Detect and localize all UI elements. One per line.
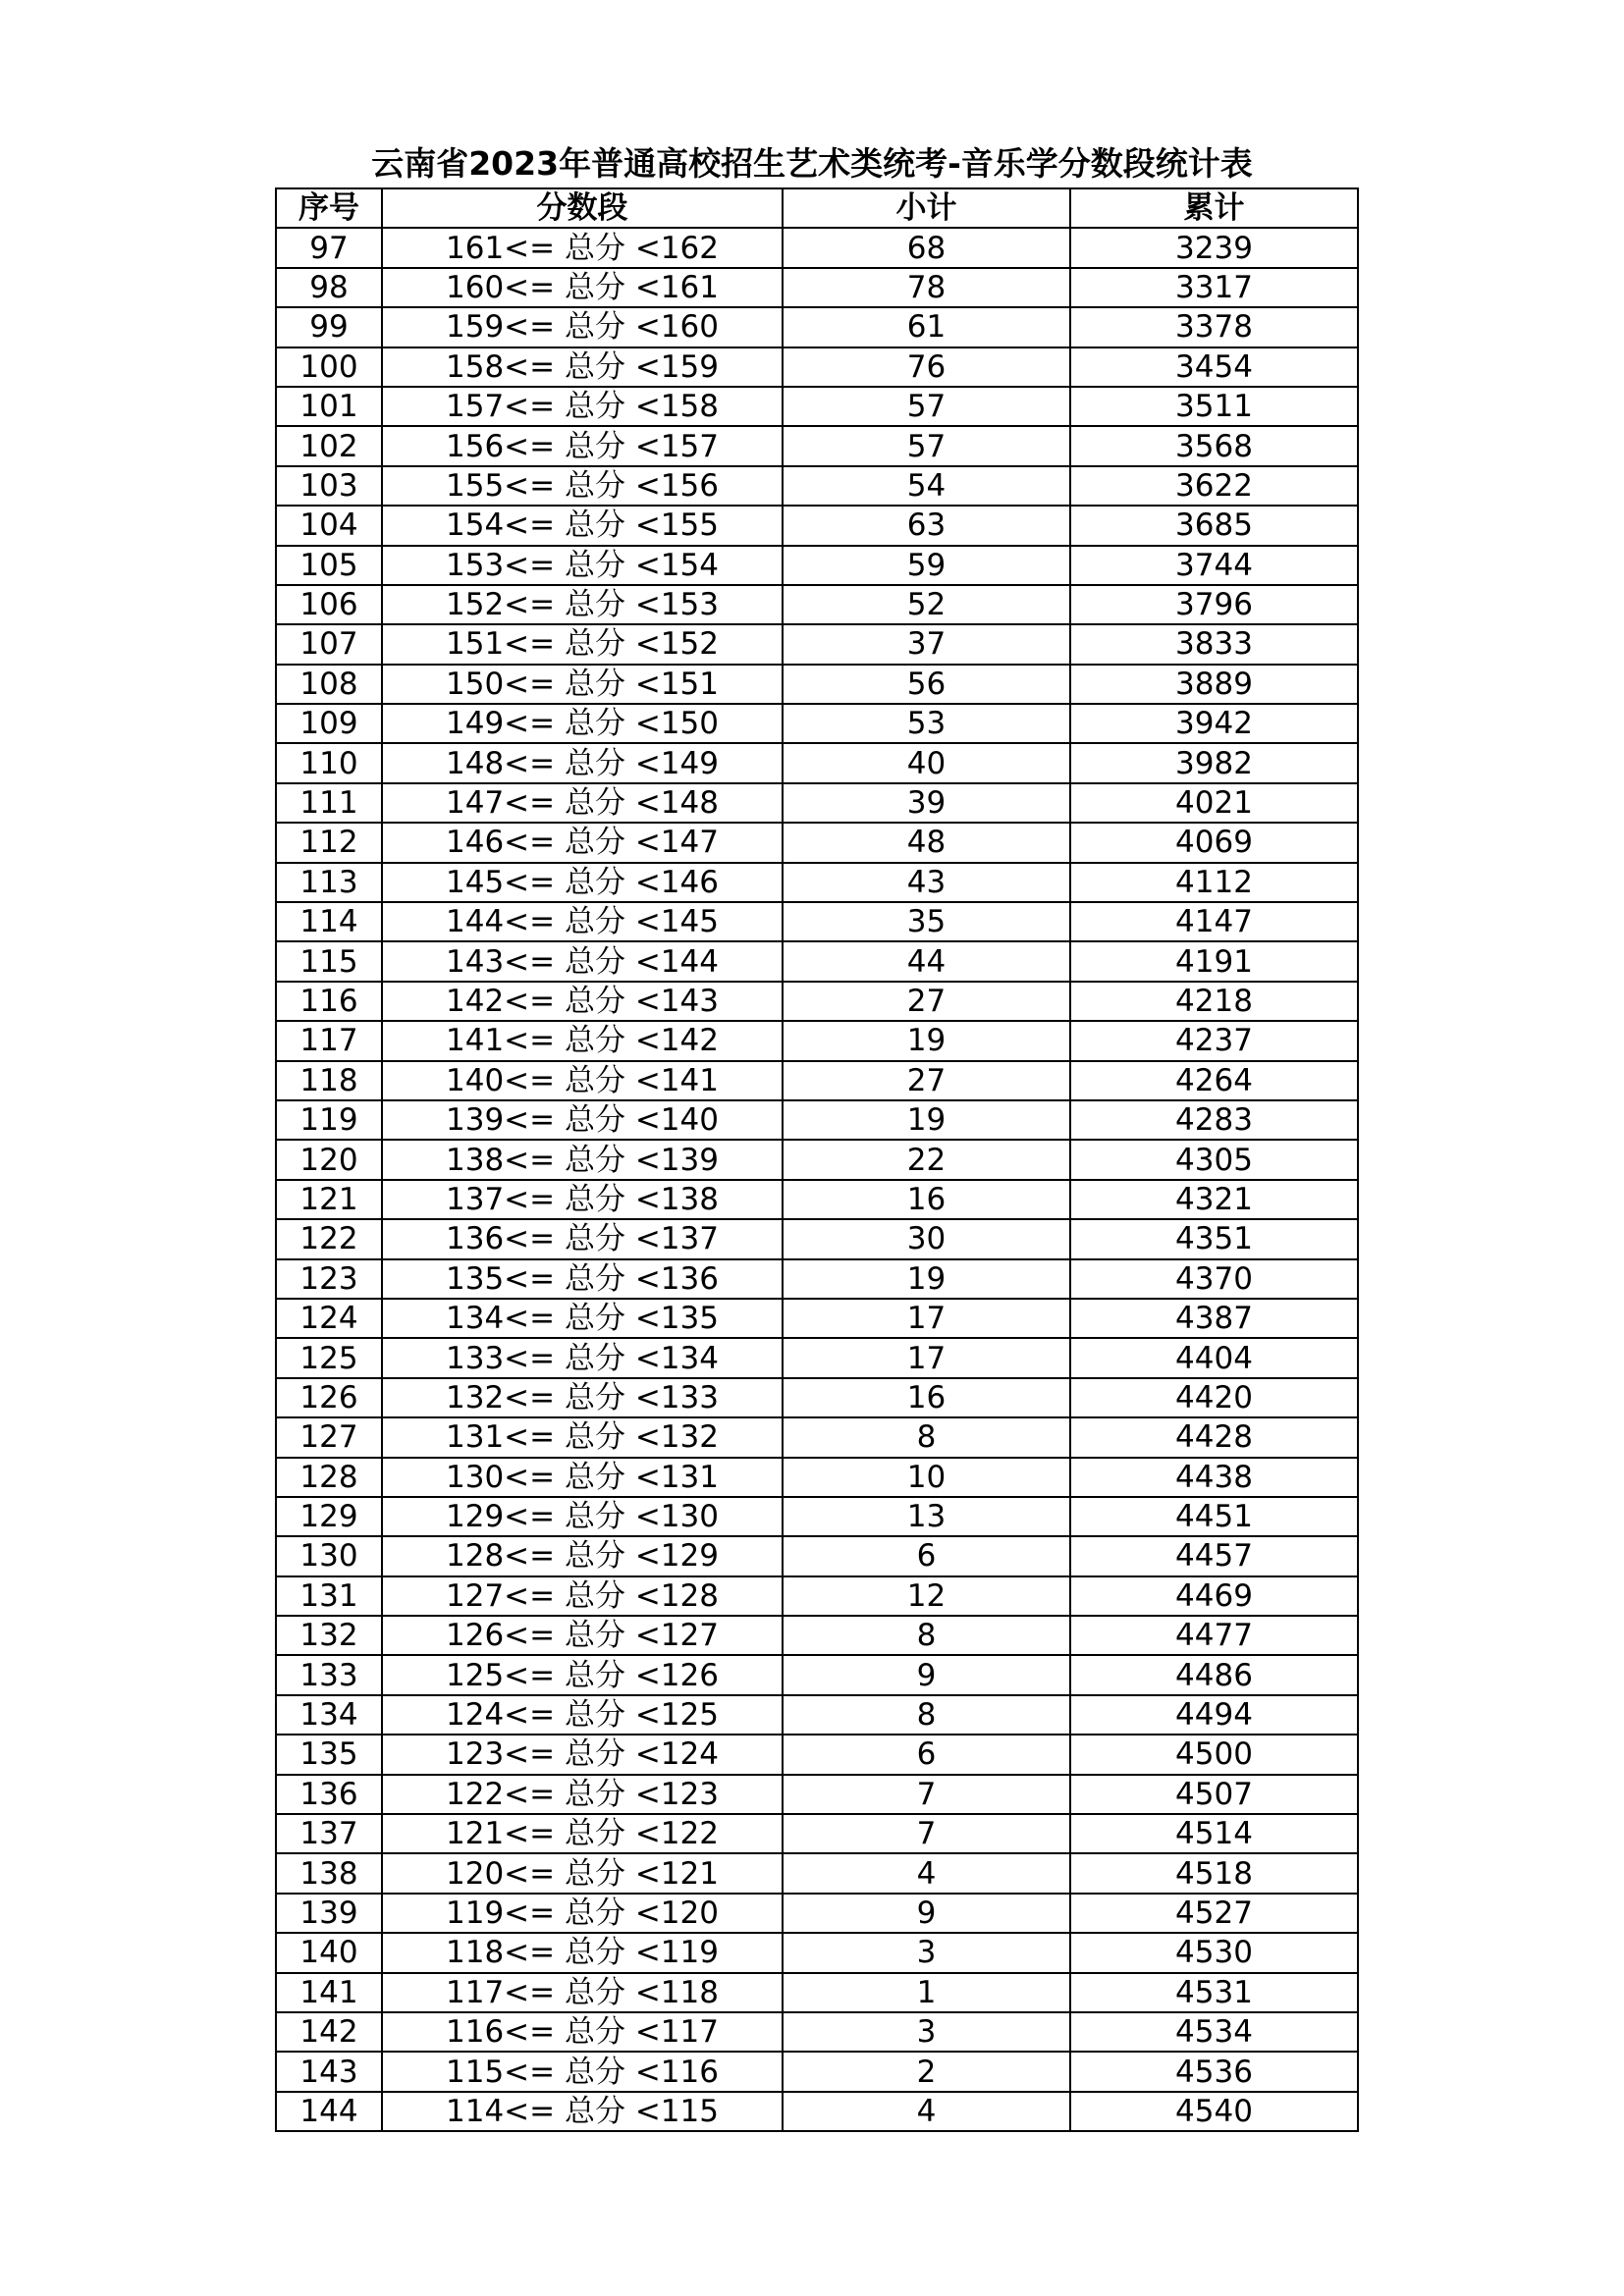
row-index-cell: 106 [276, 585, 382, 624]
cumulative-cell: 4147 [1070, 902, 1358, 941]
row-index-cell: 103 [276, 466, 382, 506]
cumulative-cell: 4540 [1070, 2092, 1358, 2131]
row-index-cell: 110 [276, 743, 382, 782]
cumulative-cell: 4486 [1070, 1655, 1358, 1694]
table-header-row [276, 188, 1358, 228]
row-index-cell: 140 [276, 1933, 382, 1972]
score-range-cell: 129<= 总分 <130 [382, 1497, 783, 1536]
cumulative-cell: 4021 [1070, 783, 1358, 823]
row-index-cell: 141 [276, 1973, 382, 2012]
score-range-cell: 146<= 总分 <147 [382, 823, 783, 862]
row-index-cell: 134 [276, 1695, 382, 1735]
subtotal-cell: 53 [783, 704, 1070, 743]
row-index-cell: 124 [276, 1299, 382, 1338]
row-index-cell: 114 [276, 902, 382, 941]
cumulative-cell: 4428 [1070, 1417, 1358, 1457]
score-range-cell: 155<= 总分 <156 [382, 466, 783, 506]
score-range-cell: 126<= 总分 <127 [382, 1616, 783, 1655]
subtotal-cell: 57 [783, 387, 1070, 426]
row-index-cell: 126 [276, 1378, 382, 1417]
table-row [276, 982, 1358, 1021]
subtotal-cell: 10 [783, 1458, 1070, 1497]
subtotal-cell: 9 [783, 1655, 1070, 1694]
table-row [276, 506, 1358, 545]
cumulative-cell: 4370 [1070, 1259, 1358, 1299]
cumulative-cell: 3744 [1070, 546, 1358, 585]
score-range-cell: 151<= 总分 <152 [382, 624, 783, 664]
score-range-cell: 125<= 总分 <126 [382, 1655, 783, 1694]
cumulative-cell: 4534 [1070, 2012, 1358, 2052]
column-header-subtotal: 小计 [783, 188, 1070, 228]
table-row [276, 1180, 1358, 1219]
row-index-cell: 137 [276, 1814, 382, 1853]
score-range-cell: 149<= 总分 <150 [382, 704, 783, 743]
row-index-cell: 130 [276, 1536, 382, 1575]
subtotal-cell: 43 [783, 863, 1070, 902]
cumulative-cell: 4527 [1070, 1894, 1358, 1933]
score-range-cell: 142<= 总分 <143 [382, 982, 783, 1021]
row-index-cell: 99 [276, 307, 382, 347]
table-row [276, 1338, 1358, 1377]
subtotal-cell: 9 [783, 1894, 1070, 1933]
table-row [276, 1973, 1358, 2012]
subtotal-cell: 8 [783, 1695, 1070, 1735]
subtotal-cell: 6 [783, 1536, 1070, 1575]
row-index-cell: 117 [276, 1021, 382, 1060]
row-index-cell: 118 [276, 1061, 382, 1100]
cumulative-cell: 3239 [1070, 228, 1358, 267]
cumulative-cell: 3833 [1070, 624, 1358, 664]
score-range-cell: 161<= 总分 <162 [382, 228, 783, 267]
row-index-cell: 136 [276, 1775, 382, 1814]
table-row [276, 1378, 1358, 1417]
subtotal-cell: 17 [783, 1299, 1070, 1338]
subtotal-cell: 59 [783, 546, 1070, 585]
row-index-cell: 144 [276, 2092, 382, 2131]
subtotal-cell: 35 [783, 902, 1070, 941]
cumulative-cell: 4237 [1070, 1021, 1358, 1060]
subtotal-cell: 6 [783, 1735, 1070, 1774]
score-range-cell: 121<= 总分 <122 [382, 1814, 783, 1853]
cumulative-cell: 4191 [1070, 941, 1358, 981]
subtotal-cell: 48 [783, 823, 1070, 862]
subtotal-cell: 56 [783, 665, 1070, 704]
subtotal-cell: 61 [783, 307, 1070, 347]
subtotal-cell: 52 [783, 585, 1070, 624]
score-range-cell: 145<= 总分 <146 [382, 863, 783, 902]
cumulative-cell: 3796 [1070, 585, 1358, 624]
score-range-cell: 124<= 总分 <125 [382, 1695, 783, 1735]
row-index-cell: 122 [276, 1219, 382, 1258]
cumulative-cell: 4420 [1070, 1378, 1358, 1417]
row-index-cell: 104 [276, 506, 382, 545]
subtotal-cell: 39 [783, 783, 1070, 823]
table-row [276, 1775, 1358, 1814]
subtotal-cell: 4 [783, 1853, 1070, 1893]
score-range-cell: 118<= 总分 <119 [382, 1933, 783, 1972]
table-row [276, 1299, 1358, 1338]
score-range-cell: 136<= 总分 <137 [382, 1219, 783, 1258]
score-range-cell: 130<= 总分 <131 [382, 1458, 783, 1497]
score-range-cell: 141<= 总分 <142 [382, 1021, 783, 1060]
table-row [276, 1259, 1358, 1299]
table-row [276, 228, 1358, 267]
cumulative-cell: 4283 [1070, 1100, 1358, 1140]
cumulative-cell: 3685 [1070, 506, 1358, 545]
row-index-cell: 138 [276, 1853, 382, 1893]
score-range-cell: 123<= 总分 <124 [382, 1735, 783, 1774]
score-range-cell: 139<= 总分 <140 [382, 1100, 783, 1140]
row-index-cell: 101 [276, 387, 382, 426]
row-index-cell: 132 [276, 1616, 382, 1655]
score-range-cell: 153<= 总分 <154 [382, 546, 783, 585]
row-index-cell: 121 [276, 1180, 382, 1219]
subtotal-cell: 4 [783, 2092, 1070, 2131]
table-row [276, 2052, 1358, 2091]
cumulative-cell: 4264 [1070, 1061, 1358, 1100]
table-row [276, 1616, 1358, 1655]
table-row [276, 1140, 1358, 1179]
table-row [276, 1497, 1358, 1536]
subtotal-cell: 7 [783, 1814, 1070, 1853]
table-row [276, 1655, 1358, 1694]
row-index-cell: 116 [276, 982, 382, 1021]
subtotal-cell: 19 [783, 1021, 1070, 1060]
score-range-cell: 140<= 总分 <141 [382, 1061, 783, 1100]
cumulative-cell: 4218 [1070, 982, 1358, 1021]
score-range-cell: 138<= 总分 <139 [382, 1140, 783, 1179]
cumulative-cell: 4518 [1070, 1853, 1358, 1893]
subtotal-cell: 8 [783, 1417, 1070, 1457]
row-index-cell: 131 [276, 1576, 382, 1616]
subtotal-cell: 68 [783, 228, 1070, 267]
score-range-cell: 114<= 总分 <115 [382, 2092, 783, 2131]
row-index-cell: 102 [276, 426, 382, 465]
score-range-cell: 134<= 总分 <135 [382, 1299, 783, 1338]
score-range-cell: 127<= 总分 <128 [382, 1576, 783, 1616]
subtotal-cell: 7 [783, 1775, 1070, 1814]
table-row [276, 347, 1358, 387]
table-row [276, 941, 1358, 981]
row-index-cell: 125 [276, 1338, 382, 1377]
score-range-cell: 157<= 总分 <158 [382, 387, 783, 426]
subtotal-cell: 78 [783, 268, 1070, 307]
subtotal-cell: 2 [783, 2052, 1070, 2091]
cumulative-cell: 3317 [1070, 268, 1358, 307]
score-range-cell: 154<= 总分 <155 [382, 506, 783, 545]
subtotal-cell: 1 [783, 1973, 1070, 2012]
score-range-cell: 137<= 总分 <138 [382, 1180, 783, 1219]
row-index-cell: 139 [276, 1894, 382, 1933]
score-range-cell: 143<= 总分 <144 [382, 941, 783, 981]
table-row [276, 2012, 1358, 2052]
row-index-cell: 133 [276, 1655, 382, 1694]
column-header-cumulative: 累计 [1070, 188, 1358, 228]
cumulative-cell: 4494 [1070, 1695, 1358, 1735]
table-row [276, 1933, 1358, 1972]
table-row [276, 546, 1358, 585]
table-row [276, 1458, 1358, 1497]
score-range-cell: 116<= 总分 <117 [382, 2012, 783, 2052]
score-range-cell: 152<= 总分 <153 [382, 585, 783, 624]
table-row [276, 2092, 1358, 2131]
subtotal-cell: 3 [783, 1933, 1070, 1972]
cumulative-cell: 4069 [1070, 823, 1358, 862]
cumulative-cell: 4112 [1070, 863, 1358, 902]
row-index-cell: 142 [276, 2012, 382, 2052]
cumulative-cell: 4531 [1070, 1973, 1358, 2012]
score-range-cell: 159<= 总分 <160 [382, 307, 783, 347]
cumulative-cell: 4451 [1070, 1497, 1358, 1536]
table-row [276, 1536, 1358, 1575]
row-index-cell: 112 [276, 823, 382, 862]
cumulative-cell: 4536 [1070, 2052, 1358, 2091]
score-range-cell: 119<= 总分 <120 [382, 1894, 783, 1933]
cumulative-cell: 4514 [1070, 1814, 1358, 1853]
cumulative-cell: 3622 [1070, 466, 1358, 506]
row-index-cell: 100 [276, 347, 382, 387]
subtotal-cell: 12 [783, 1576, 1070, 1616]
score-range-cell: 115<= 总分 <116 [382, 2052, 783, 2091]
score-range-cell: 160<= 总分 <161 [382, 268, 783, 307]
score-range-cell: 135<= 总分 <136 [382, 1259, 783, 1299]
cumulative-cell: 4387 [1070, 1299, 1358, 1338]
row-index-cell: 109 [276, 704, 382, 743]
row-index-cell: 98 [276, 268, 382, 307]
table-row [276, 307, 1358, 347]
score-range-cell: 148<= 总分 <149 [382, 743, 783, 782]
row-index-cell: 143 [276, 2052, 382, 2091]
subtotal-cell: 17 [783, 1338, 1070, 1377]
cumulative-cell: 4469 [1070, 1576, 1358, 1616]
page-title: 云南省2023年普通高校招生艺术类统考-音乐学分数段统计表 [371, 144, 1253, 183]
table-row [276, 704, 1358, 743]
cumulative-cell: 4351 [1070, 1219, 1358, 1258]
cumulative-cell: 4438 [1070, 1458, 1358, 1497]
subtotal-cell: 13 [783, 1497, 1070, 1536]
cumulative-cell: 4477 [1070, 1616, 1358, 1655]
subtotal-cell: 27 [783, 982, 1070, 1021]
cumulative-cell: 4530 [1070, 1933, 1358, 1972]
subtotal-cell: 16 [783, 1180, 1070, 1219]
row-index-cell: 108 [276, 665, 382, 704]
table-row [276, 426, 1358, 465]
score-range-cell: 122<= 总分 <123 [382, 1775, 783, 1814]
subtotal-cell: 44 [783, 941, 1070, 981]
table-row [276, 743, 1358, 782]
row-index-cell: 113 [276, 863, 382, 902]
score-range-cell: 117<= 总分 <118 [382, 1973, 783, 2012]
table-body [276, 228, 1358, 2131]
cumulative-cell: 3378 [1070, 307, 1358, 347]
cumulative-cell: 3454 [1070, 347, 1358, 387]
subtotal-cell: 27 [783, 1061, 1070, 1100]
table-row [276, 1735, 1358, 1774]
cumulative-cell: 4321 [1070, 1180, 1358, 1219]
row-index-cell: 128 [276, 1458, 382, 1497]
cumulative-cell: 4404 [1070, 1338, 1358, 1377]
subtotal-cell: 40 [783, 743, 1070, 782]
row-index-cell: 107 [276, 624, 382, 664]
table-row [276, 902, 1358, 941]
row-index-cell: 97 [276, 228, 382, 267]
table-row [276, 624, 1358, 664]
column-header-score-range: 分数段 [382, 188, 783, 228]
table-row [276, 268, 1358, 307]
table-row [276, 1695, 1358, 1735]
row-index-cell: 105 [276, 546, 382, 585]
table-row [276, 466, 1358, 506]
row-index-cell: 120 [276, 1140, 382, 1179]
score-range-cell: 147<= 总分 <148 [382, 783, 783, 823]
table-row [276, 1576, 1358, 1616]
score-range-cell: 132<= 总分 <133 [382, 1378, 783, 1417]
table-row [276, 1061, 1358, 1100]
row-index-cell: 135 [276, 1735, 382, 1774]
score-range-cell: 131<= 总分 <132 [382, 1417, 783, 1457]
subtotal-cell: 54 [783, 466, 1070, 506]
subtotal-cell: 76 [783, 347, 1070, 387]
table-row [276, 1853, 1358, 1893]
table-row [276, 1219, 1358, 1258]
score-range-cell: 158<= 总分 <159 [382, 347, 783, 387]
cumulative-cell: 3982 [1070, 743, 1358, 782]
subtotal-cell: 22 [783, 1140, 1070, 1179]
table-row [276, 1894, 1358, 1933]
row-index-cell: 115 [276, 941, 382, 981]
subtotal-cell: 30 [783, 1219, 1070, 1258]
subtotal-cell: 57 [783, 426, 1070, 465]
row-index-cell: 111 [276, 783, 382, 823]
score-range-cell: 133<= 总分 <134 [382, 1338, 783, 1377]
row-index-cell: 127 [276, 1417, 382, 1457]
cumulative-cell: 3889 [1070, 665, 1358, 704]
cumulative-cell: 3511 [1070, 387, 1358, 426]
table-row [276, 1021, 1358, 1060]
row-index-cell: 119 [276, 1100, 382, 1140]
subtotal-cell: 3 [783, 2012, 1070, 2052]
score-range-cell: 128<= 总分 <129 [382, 1536, 783, 1575]
score-range-cell: 144<= 总分 <145 [382, 902, 783, 941]
table-row [276, 1814, 1358, 1853]
table-row [276, 1100, 1358, 1140]
cumulative-cell: 4500 [1070, 1735, 1358, 1774]
cumulative-cell: 4305 [1070, 1140, 1358, 1179]
table-row [276, 1417, 1358, 1457]
cumulative-cell: 3568 [1070, 426, 1358, 465]
table-row [276, 585, 1358, 624]
table-row [276, 665, 1358, 704]
row-index-cell: 123 [276, 1259, 382, 1299]
subtotal-cell: 19 [783, 1100, 1070, 1140]
table-row [276, 387, 1358, 426]
subtotal-cell: 63 [783, 506, 1070, 545]
table-row [276, 783, 1358, 823]
score-range-cell: 120<= 总分 <121 [382, 1853, 783, 1893]
subtotal-cell: 8 [783, 1616, 1070, 1655]
subtotal-cell: 37 [783, 624, 1070, 664]
cumulative-cell: 3942 [1070, 704, 1358, 743]
cumulative-cell: 4457 [1070, 1536, 1358, 1575]
column-header-index: 序号 [276, 188, 382, 228]
table-row [276, 863, 1358, 902]
subtotal-cell: 19 [783, 1259, 1070, 1299]
table-row [276, 823, 1358, 862]
score-range-cell: 150<= 总分 <151 [382, 665, 783, 704]
cumulative-cell: 4507 [1070, 1775, 1358, 1814]
subtotal-cell: 16 [783, 1378, 1070, 1417]
score-range-cell: 156<= 总分 <157 [382, 426, 783, 465]
row-index-cell: 129 [276, 1497, 382, 1536]
score-distribution-table [275, 187, 1359, 2132]
